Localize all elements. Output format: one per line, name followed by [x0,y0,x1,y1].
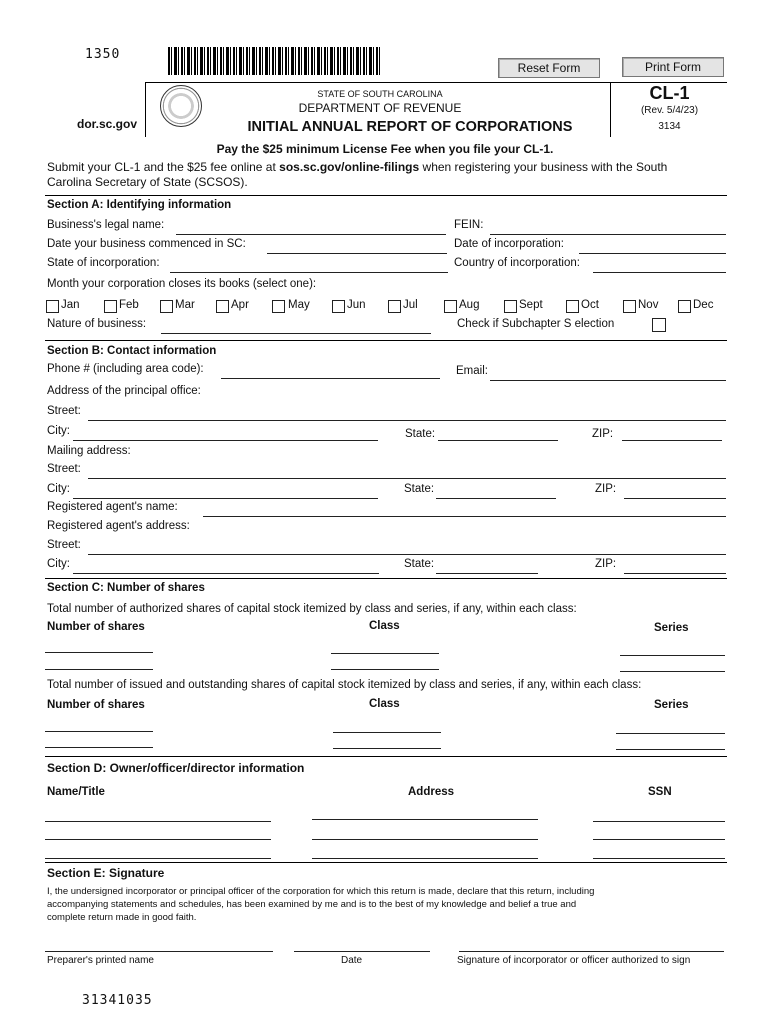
authorized-series-field-2[interactable] [620,659,725,672]
section-d-heading: Section D: Owner/officer/director information [47,761,305,775]
month-label-aug: Aug [459,299,480,311]
agent-name-label: Registered agent's name: [47,501,178,513]
month-label-may: May [288,299,310,311]
principal-state-field[interactable] [438,428,558,441]
state-incorp-field[interactable] [170,260,448,273]
mailing-state-field[interactable] [436,486,556,499]
section-c-heading: Section C: Number of shares [47,582,205,594]
state-incorp-label: State of incorporation: [47,257,160,269]
authorized-col-class: Class [369,620,400,632]
date-commenced-field[interactable] [267,241,447,254]
month-label-apr: Apr [231,299,249,311]
authorized-col-shares: Number of shares [47,621,145,633]
fein-field[interactable] [490,222,726,235]
principal-street-field[interactable] [88,408,726,421]
authorized-shares-field-1[interactable] [45,640,153,653]
owner-address-field-3[interactable] [312,846,538,859]
issued-series-field-1[interactable] [616,721,725,734]
mailing-street-field[interactable] [88,466,726,479]
form-number: 3134 [658,121,681,132]
agent-street-field[interactable] [88,542,726,555]
date-incorp-label: Date of incorporation: [454,238,564,250]
date-incorp-field[interactable] [579,241,726,254]
agent-zip-field[interactable] [624,561,726,574]
revision-date: (Rev. 5/4/23) [640,105,699,116]
owner-name-field-3[interactable] [45,846,271,859]
section-c-rule [45,578,727,579]
month-label-jan: Jan [61,299,80,311]
preparer-name-field[interactable] [45,939,273,952]
agent-city-label: City: [47,558,70,570]
form-id: CL-1 [649,83,690,103]
submit-line [47,160,667,174]
legal-name-label: Business's legal name: [47,219,165,231]
barcode [168,47,382,75]
authorized-col-series: Series [654,622,689,634]
month-label-dec: Dec [693,299,714,311]
department-name: DEPARTMENT OF REVENUE [298,101,462,115]
owner-address-field-1[interactable] [312,807,538,820]
preparer-name-label: Preparer's printed name [47,955,154,966]
month-checkbox-feb[interactable] [104,300,117,313]
issued-class-field-1[interactable] [333,720,441,733]
declaration-text [47,885,594,924]
owner-ssn-field-3[interactable] [593,846,725,859]
country-incorp-label: Country of incorporation: [454,257,580,269]
agent-state-label: State: [404,558,435,570]
declaration-line-2: accompanying statements and schedules, has been examined by me and is to the best of my knowledge and belief a true and [47,899,577,910]
declaration-line-1: I, the undersigned incorporator or principal officer of the corporation for which this return is made, declare that this return, including [47,886,595,897]
print-form-button[interactable]: Print Form [622,57,724,77]
principal-street-label: Street: [47,405,81,417]
col-ssn: SSN [648,786,672,798]
subchapter-label: Check if Subchapter S election [457,318,615,330]
principal-state-label: State: [405,428,436,440]
issued-series-field-2[interactable] [616,737,725,750]
principal-city-label: City: [47,425,70,437]
signature-label: Signature of incorporator or officer authorized to sign [457,955,691,966]
authorized-class-field-1[interactable] [331,641,439,654]
date-field[interactable] [294,939,430,952]
mailing-city-field[interactable] [73,486,378,499]
col-address: Address [408,786,455,798]
reset-form-button[interactable]: Reset Form [498,58,600,78]
month-label-jul: Jul [403,299,418,311]
subchapter-checkbox[interactable] [652,318,666,332]
mailing-zip-label: ZIP: [595,483,617,495]
agent-city-field[interactable] [73,561,379,574]
issued-shares-text: Total number of issued and outstanding shares of capital stock itemized by class and series, if any, within each class: [47,679,642,691]
site-url: dor.sc.gov [77,117,138,131]
mailing-zip-field[interactable] [624,486,726,499]
month-prompt: Month your corporation closes its books (select one): [47,278,317,290]
section-d-rule [45,756,727,757]
principal-city-field[interactable] [73,428,378,441]
month-checkbox-jul[interactable] [388,300,401,313]
header-divider-left [145,82,146,137]
issued-col-shares: Number of shares [47,699,145,711]
month-checkbox-jun[interactable] [332,300,345,313]
section-e-heading: Section E: Signature [47,866,165,880]
section-a-rule [45,195,727,196]
date-commenced-label: Date your business commenced in SC: [47,238,246,250]
submit-text: Submit your CL-1 and the $25 fee online at [47,160,280,174]
month-checkbox-may[interactable] [272,300,285,313]
fein-label: FEIN: [454,219,484,231]
mailing-state-label: State: [404,483,435,495]
month-checkbox-dec[interactable] [678,300,691,313]
declaration-line-3: complete return made in good faith. [47,912,197,923]
owner-name-field-2[interactable] [45,827,271,840]
agent-state-field[interactable] [436,561,538,574]
month-label-jun: Jun [347,299,366,311]
signature-field[interactable] [459,939,724,952]
month-checkbox-jan[interactable] [46,300,59,313]
country-incorp-field[interactable] [593,260,726,273]
legal-name-field[interactable] [176,222,446,235]
principal-office-label: Address of the principal office: [47,385,201,397]
nature-label: Nature of business: [47,318,147,330]
submit-text-post: when registering your business with the South [419,160,668,174]
mailing-label: Mailing address: [47,445,131,457]
mailing-street-label: Street: [47,463,81,475]
issued-shares-field-2[interactable] [45,735,153,748]
month-checkbox-aug[interactable] [444,300,457,313]
section-e-rule [45,862,727,863]
month-checkbox-apr[interactable] [216,300,229,313]
submit-link[interactable]: sos.sc.gov/online-filings [279,160,420,174]
section-b-rule [45,340,727,341]
principal-zip-label: ZIP: [592,428,614,440]
issued-class-field-2[interactable] [333,736,441,749]
agent-zip-label: ZIP: [595,558,617,570]
section-a-heading: Section A: Identifying information [47,199,232,211]
month-label-oct: Oct [581,299,599,311]
authorized-shares-field-2[interactable] [45,657,153,670]
month-checkbox-sept[interactable] [504,300,517,313]
authorized-class-field-2[interactable] [331,657,439,670]
col-name-title: Name/Title [47,786,105,798]
issued-shares-field-1[interactable] [45,719,153,732]
month-label-sept: Sept [519,299,543,311]
fee-notice: Pay the $25 minimum License Fee when you file your CL-1. [216,142,554,156]
authorized-shares-text: Total number of authorized shares of capital stock itemized by class and series, if any, within each class: [47,603,577,615]
submit-line-2: Carolina Secretary of State (SCSOS). [47,175,248,189]
email-field[interactable] [490,368,726,381]
owner-ssn-field-1[interactable] [593,809,725,822]
month-checkbox-mar[interactable] [160,300,173,313]
owner-name-field-1[interactable] [45,809,271,822]
top-form-code: 1350 [85,47,121,62]
month-label-nov: Nov [638,299,659,311]
form-title: INITIAL ANNUAL REPORT OF CORPORATIONS [247,119,573,135]
mailing-city-label: City: [47,483,70,495]
agent-name-field[interactable] [203,504,726,517]
phone-label: Phone # (including area code): [47,363,204,375]
owner-ssn-field-2[interactable] [593,827,725,840]
agent-street-label: Street: [47,539,81,551]
principal-zip-field[interactable] [622,428,722,441]
issued-col-series: Series [654,699,689,711]
email-label: Email: [456,365,488,377]
issued-col-class: Class [369,698,400,710]
nature-field[interactable] [161,321,431,334]
month-label-mar: Mar [175,299,195,311]
month-label-feb: Feb [119,299,139,311]
section-b-heading: Section B: Contact information [47,345,217,357]
authorized-series-field-1[interactable] [620,643,725,656]
owner-address-field-2[interactable] [312,827,538,840]
phone-field[interactable] [221,366,440,379]
month-checkbox-nov[interactable] [623,300,636,313]
date-label: Date [341,955,363,966]
month-checkbox-oct[interactable] [566,300,579,313]
state-name: STATE OF SOUTH CAROLINA [317,89,443,99]
bottom-form-code: 31341035 [82,993,153,1008]
agent-address-label: Registered agent's address: [47,520,190,532]
